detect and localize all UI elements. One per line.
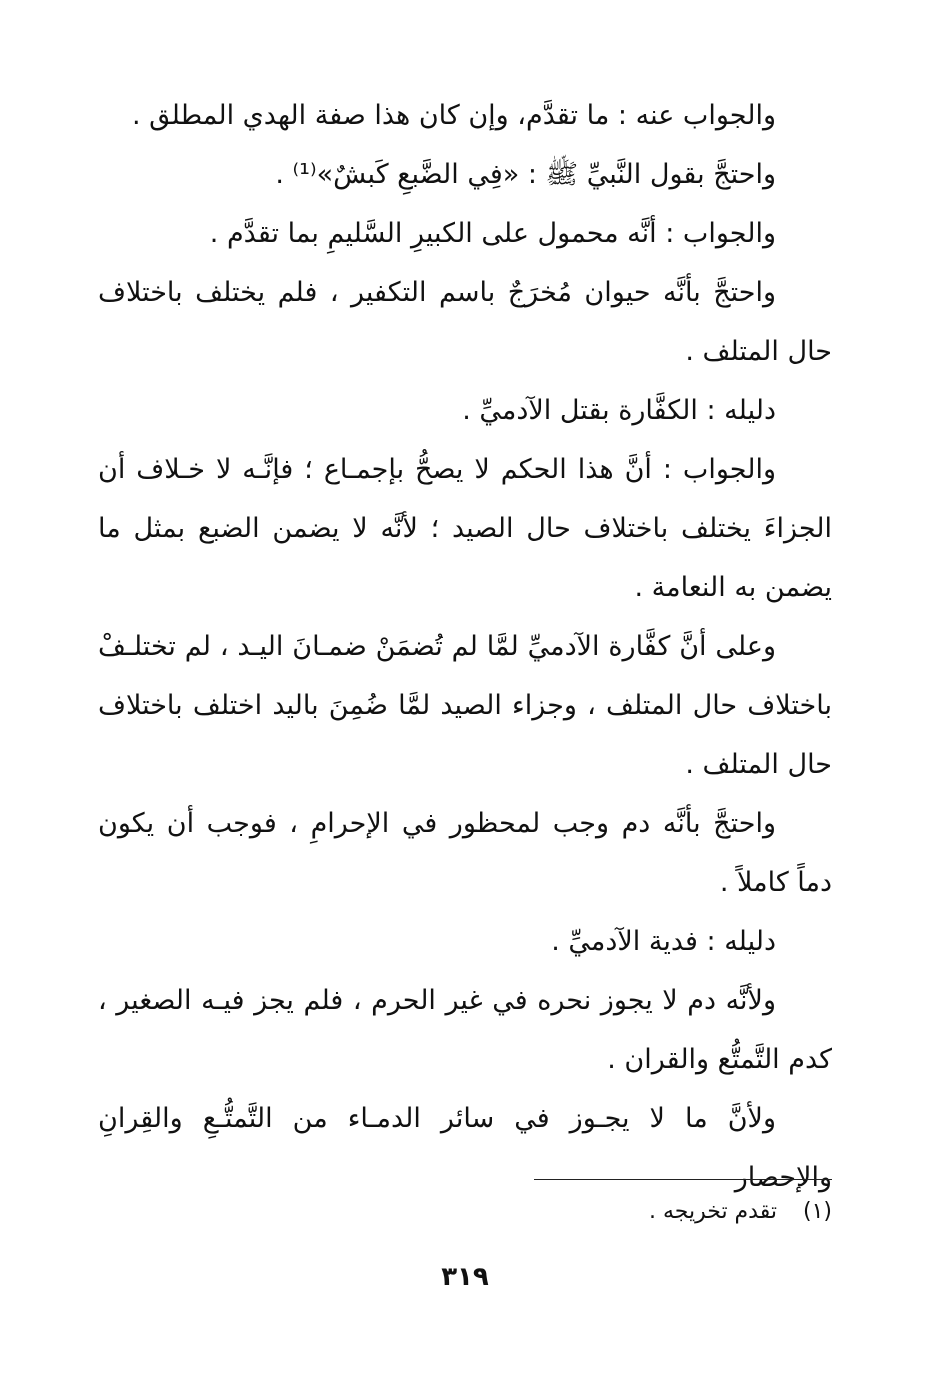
paragraph: دليله : فدية الآدميِّ . xyxy=(551,926,776,957)
paragraph: والجواب عنه : ما تقدَّم، وإن كان هذا صفة الهدي المطلق . xyxy=(131,100,776,131)
paragraph: والجواب : أنَّ هذا الحكم لا يصحُّ بإجمـاع ؛ فإنَّـه لا خـلاف أن الجزاءَ يختلف باختلاف حال الصيد ؛ لأنَّه لا يضمن الضبع بمثل ما يضمن به النعامة . xyxy=(98,454,832,603)
paragraph: واحتجَّ بأنَّه دم وجب لمحظور في الإحرامِ ، فوجب أن يكون دماً كاملاً . xyxy=(98,808,832,898)
paragraph: واحتجَّ بقول النَّبيِّ ﷺ : «فِي الضَّبعِ كَبشٌ»⁽¹⁾ . xyxy=(275,159,776,190)
page-number: ٣١٩ xyxy=(441,1262,489,1292)
paragraph: ولأنَّه دم لا يجوز نحره في غير الحرم ، فلم يجز فيـه الصغير ، كدم التَّمتُّع والقران . xyxy=(98,985,832,1075)
footnote-number: (١) xyxy=(802,1199,832,1224)
paragraph: واحتجَّ بأنَّه حيوان مُخرَجٌ باسم التكفير ، فلم يختلف باختلاف حال المتلف . xyxy=(98,277,832,367)
footnote xyxy=(98,1196,832,1228)
main-text xyxy=(98,86,832,1207)
paragraph: ولأنَّ ما لا يجـوز في سائر الدمـاء من التَّمتُّـعِ والقِرانِ والإحصار xyxy=(98,1103,832,1193)
paragraph: وعلى أنَّ كفَّارة الآدميِّ لمَّا لم تُضمَنْ ضمـانَ اليـد ، لم تختلـفْ باختلاف حال المتلف ، وجزاء الصيد لمَّا ضُمِنَ باليد اختلف باختلاف حال المتلف . xyxy=(98,631,832,780)
paragraph: والجواب : أنَّه محمول على الكبيرِ السَّليمِ بما تقدَّم . xyxy=(209,218,776,249)
footnote-divider xyxy=(534,1179,832,1180)
footnote-text: تقدم تخريجه . xyxy=(649,1199,777,1224)
paragraph: دليله : الكفَّارة بقتل الآدميِّ . xyxy=(462,395,776,426)
